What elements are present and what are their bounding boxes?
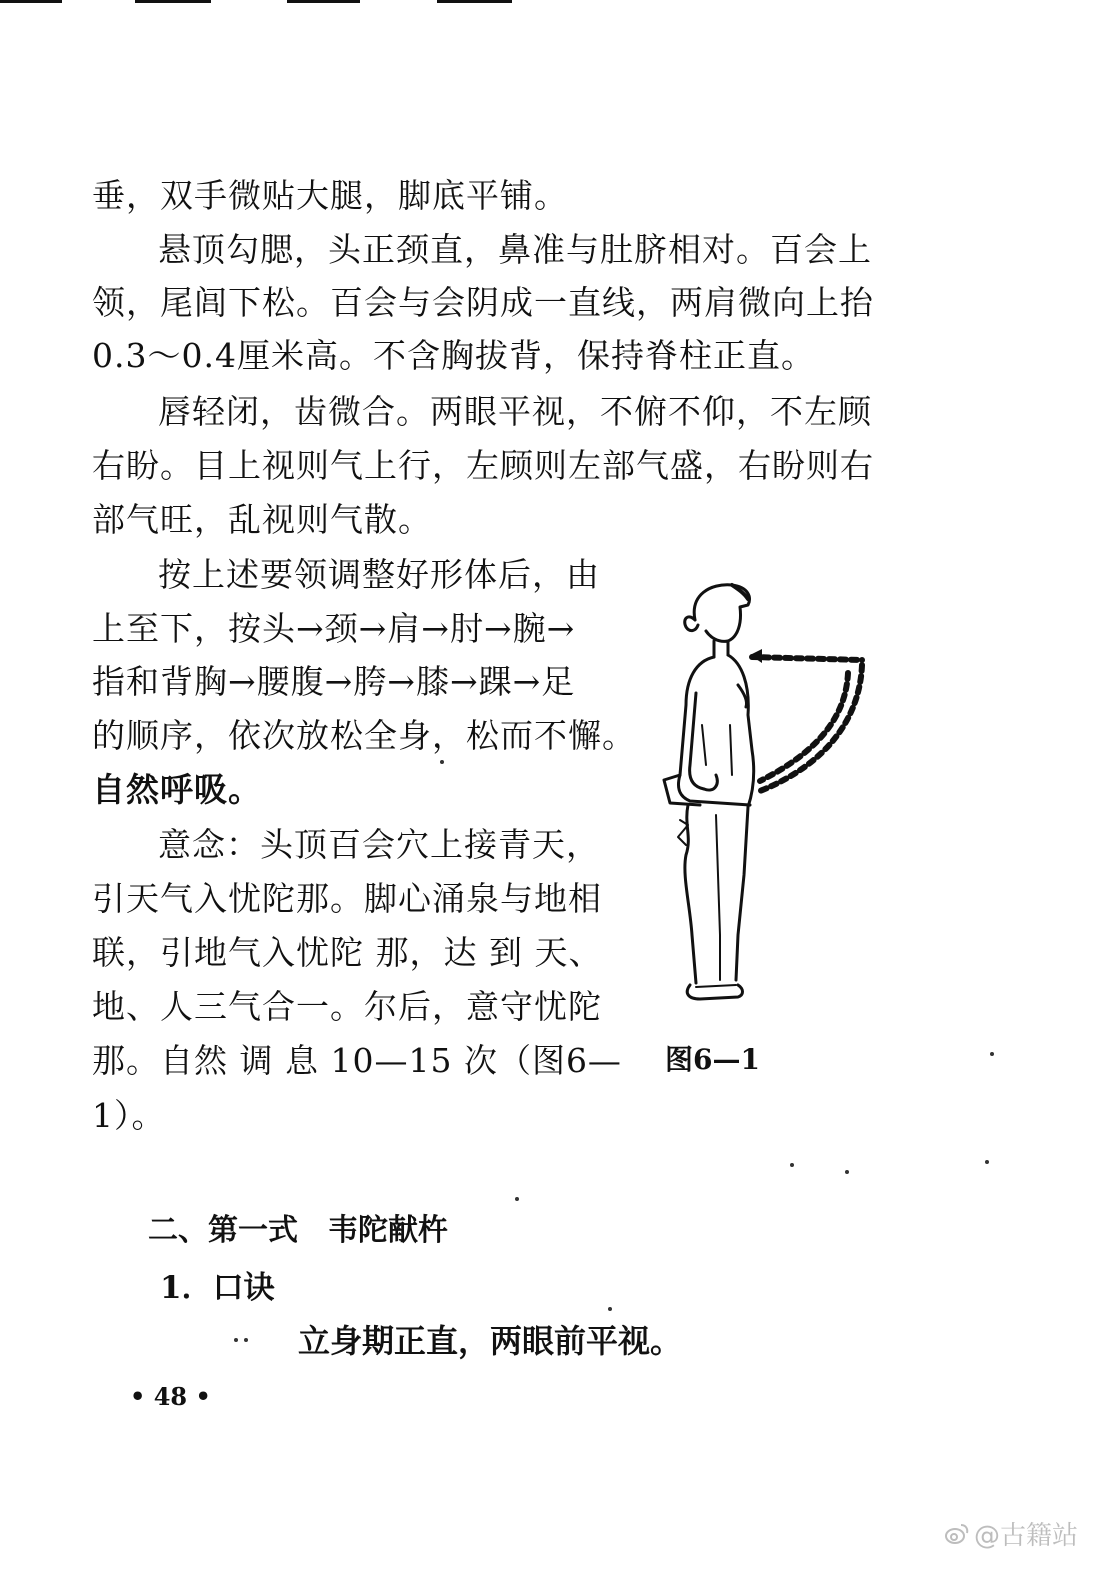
figure-caption: 图6—1 bbox=[665, 1043, 760, 1076]
text-line: 部气旺，乱视则气散。 bbox=[92, 500, 432, 539]
section-heading: 二、第一式 韦陀献杵 bbox=[148, 1213, 448, 1248]
text-line: 0.3～0.4厘米高。不含胸拔背，保持脊柱正直。 bbox=[92, 336, 815, 375]
page-number: • 48 • bbox=[130, 1382, 211, 1411]
text-line: 右盼。目上视则气上行，左顾则左部气盛，右盼则右 bbox=[92, 446, 874, 485]
text-line: 地、人三气合一。尔后，意守忧陀 bbox=[92, 987, 602, 1026]
section-subheading: 1．口诀 bbox=[160, 1270, 275, 1306]
watermark-text: @古籍站 bbox=[974, 1521, 1079, 1551]
text-line: 按上述要领调整好形体后，由 bbox=[158, 555, 600, 594]
text-line: 意念：头顶百会穴上接青天， bbox=[158, 825, 600, 864]
text-line: 悬顶勾腮，头正颈直，鼻准与肚脐相对。百会上 bbox=[158, 230, 872, 269]
text-line: 领，尾闾下松。百会与会阴成一直线，两肩微向上抬 bbox=[92, 283, 874, 322]
text-line: 引天气入忧陀那。脚心涌泉与地相 bbox=[92, 879, 602, 918]
text-line: 联，引地气入忧陀 那，达 到 天、 bbox=[92, 933, 603, 972]
text-line: 的顺序，依次放松全身，松而不懈。 bbox=[92, 716, 636, 755]
watermark bbox=[944, 1515, 1078, 1552]
text-line: 那。自然 调 息 10—15 次（图6— bbox=[92, 1041, 622, 1080]
text-line: 1）。 bbox=[92, 1096, 166, 1135]
text-line: 垂，双手微贴大腿，脚底平铺。 bbox=[92, 176, 568, 215]
weibo-logo-icon bbox=[944, 1521, 970, 1547]
verse-line: 立身期正直，两眼前平视。 bbox=[298, 1322, 683, 1360]
text-line: 自然呼吸。 bbox=[92, 770, 262, 809]
text-line: 唇轻闭，齿微合。两眼平视，不俯不仰，不左顾 bbox=[158, 392, 872, 431]
standing-woman-figure-icon bbox=[640, 575, 890, 1015]
text-line: 指和背胸→腰腹→胯→膝→踝→足 bbox=[92, 662, 576, 701]
text-line: 上至下，按头→颈→肩→肘→腕→ bbox=[92, 609, 576, 648]
